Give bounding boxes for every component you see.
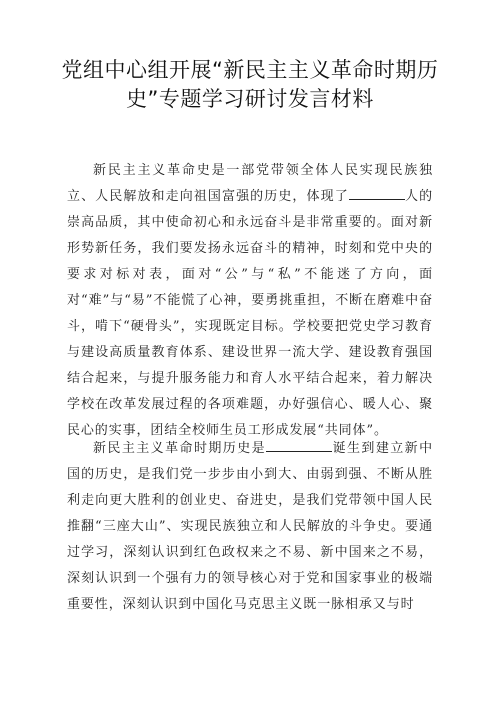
paragraph-1-text-end: 人的崇高品质，其中使命初心和永远奋斗是非常重要的。面对新形势新任务，我们要发扬永远奋斗的精神，时刻和党中央的要求对标对表，面对“公”与“私”不能迷了方向，面对“难”与“易”不能慌了心神，要勇挑重担，不断在磨难中奋斗，啃下“硬骨头”，实现既定目标。学校要把党史学习教育与建设高质量教育体系、建设世界一流大学、建设教育强国结合起来，与提升服务能力和育人水平结合起来，着力解决学校在改革发展过程的各项难题，办好强信心、暖人心、聚民心的实事，团结全校师生员工形成发展“共同体”。	[67, 189, 433, 438]
fill-in-blank-1	[349, 185, 405, 200]
fill-in-blank-2	[266, 437, 332, 452]
document-title: 党组中心组开展“新民主主义革命时期历史”专题学习研讨发言材料	[61, 58, 439, 111]
paragraph-1-text-start: 新民主主义革命史是一部党带领全体人民实现民族独立、人民解放和走向祖国富强的历史，体现了	[67, 163, 433, 204]
body-paragraph-1	[67, 158, 433, 444]
paragraph-2-text-start: 新民主主义革命时期历史是	[93, 441, 267, 456]
body-paragraph-2	[67, 436, 433, 618]
paragraph-2-text-end: 诞生到建立新中国的历史，是我们党一步步由小到大、由弱到强、不断从胜利走向更大胜利的创业史、奋进史，是我们党带领中国人民推翻“三座大山”、实现民族独立和人民解放的斗争史。要通过学习，深刻认识到红色政权来之不易、新中国来之不易，深刻认识到一个强有力的领导核心对于党和国家事业的极端重要性，深刻认识到中国化马克思主义既一脉相承又与时	[67, 441, 433, 612]
